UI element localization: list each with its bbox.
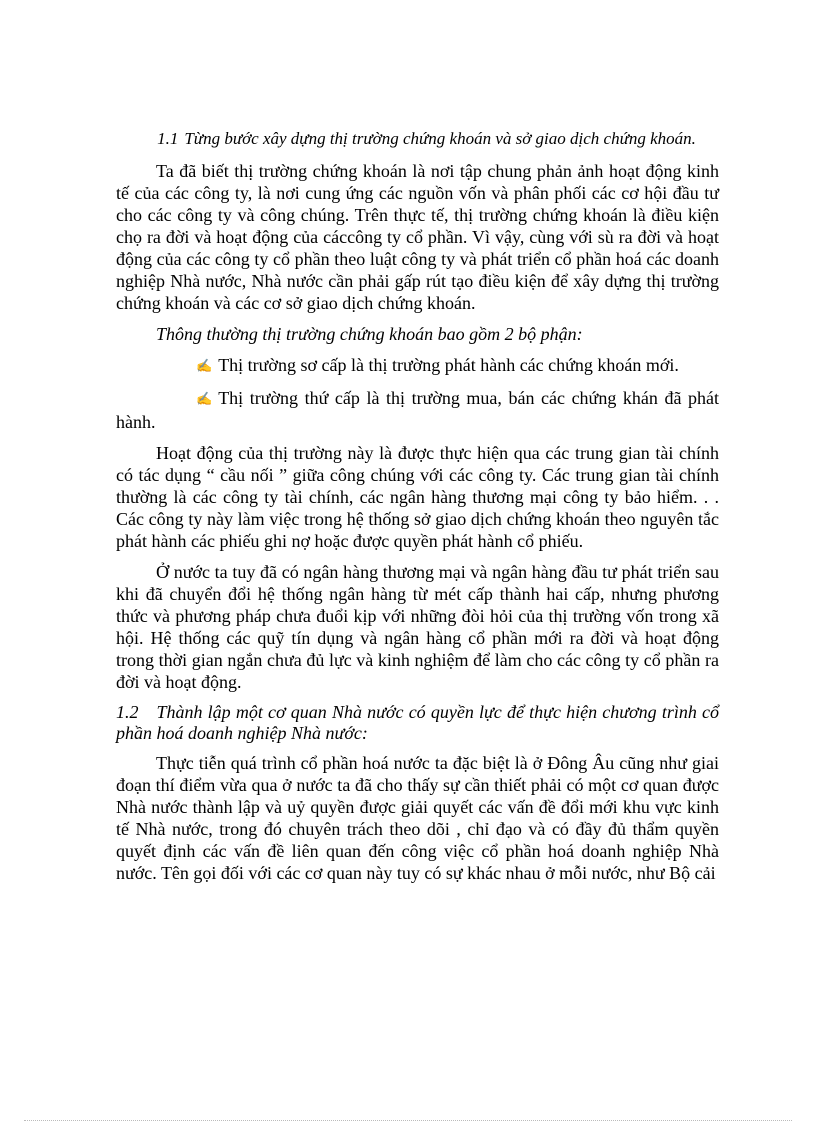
- list-item: [116, 354, 719, 378]
- list-item: [116, 387, 719, 433]
- paragraph-intermediaries: Hoạt động của thị trường này là được thực hiện qua các trung gian tài chính có tác dụng “ cầu nối ” giữa công chúng với các công ty. Các trung gian tài chính thường là các công ty tài chính, các ngân hàng thương mại công ty bảo hiểm. . . Các công ty này làm việc trong hệ thống sở giao dịch chứng khoán theo nguyên tắc phát hành các phiếu ghi nợ hoặc được quyền phát hành cổ phiếu.: [116, 443, 719, 551]
- section-heading-1-2: [116, 702, 719, 744]
- list-item-text: Thị trường sơ cấp là thị trường phát hành các chứng khoán mới.: [218, 355, 679, 375]
- section-number: 1.2: [116, 702, 139, 722]
- list-item-text: Thị trường thứ cấp là thị trường mua, bán các chứng khán đã phát hành.: [116, 388, 719, 432]
- section-title: Từng bước xây dựng thị trường chứng khoán và sở giao dịch chứng khoán.: [184, 129, 696, 148]
- section-title: Thành lập một cơ quan Nhà nước có quyền lực để thực hiện chương trình cổ phần hoá doanh nghiệp Nhà nước:: [116, 702, 719, 743]
- section-number: 1.1: [157, 129, 179, 148]
- writing-hand-icon: ✍: [196, 358, 213, 373]
- section-heading-1-1: [116, 129, 719, 148]
- document-body: [116, 129, 719, 893]
- paragraph-state-agency: Thực tiễn quá trình cổ phần hoá nước ta đặc biệt là ở Đông Âu cũng như giai đoạn thí điểm vừa qua ở nước ta đã cho thấy sự cần thiết phải có một cơ quan được Nhà nước thành lập và uỷ quyền được giải quyết các vấn đề đổi mới khu vực kinh tế Nhà nước, trong đó chuyên trách theo dõi , chỉ đạo và có đầy đủ thẩm quyền quyết định các vấn đề liên quan đến công việc cổ phần hoá doanh nghiệp Nhà nước. Tên gọi đối với các cơ quan này tuy có sự khác nhau ở mỗi nước, như Bộ cải: [116, 753, 719, 883]
- writing-hand-icon: ✍: [196, 391, 213, 406]
- paragraph-vietnam-banks: Ở nước ta tuy đã có ngân hàng thương mại và ngân hàng đầu tư phát triển sau khi đã chuyển đổi hệ thống ngân hàng từ mét cấp thành hai cấp, nhưng phương thức và phương pháp chưa đuổi kịp với những đòi hỏi của thị trường vốn trong xã hội. Hệ thống các quỹ tín dụng và ngân hàng cổ phần mới ra đời và hoạt động trong thời gian ngắn chưa đủ lực và kinh nghiệm để làm cho các công ty cổ phần ra đời và hoạt động.: [116, 562, 719, 692]
- paragraph-components-intro: Thông thường thị trường chứng khoán bao gồm 2 bộ phận:: [156, 324, 583, 344]
- page-bottom-divider: [24, 1120, 792, 1121]
- paragraph-market-intro: Ta đã biết thị trường chứng khoán là nơi tập chung phản ảnh hoạt động kinh tế của các công ty, là nơi cung ứng các nguồn vốn và phân phối các cơ hội đầu tư cho các công ty và công chúng. Trên thực tế, thị trường chứng khoán là điều kiện chọ ra đời và hoạt động của cáccông ty cổ phần. Vì vậy, cùng với sù ra đời và hoạt động của các công ty cổ phần theo luật công ty và phát triển cổ phần hoá các doanh nghiệp Nhà nước, Nhà nước cần phải gấp rút tạo điều kiện để xây dựng thị trường chứng khoán và các cơ sở giao dịch chứng khoán.: [116, 161, 719, 313]
